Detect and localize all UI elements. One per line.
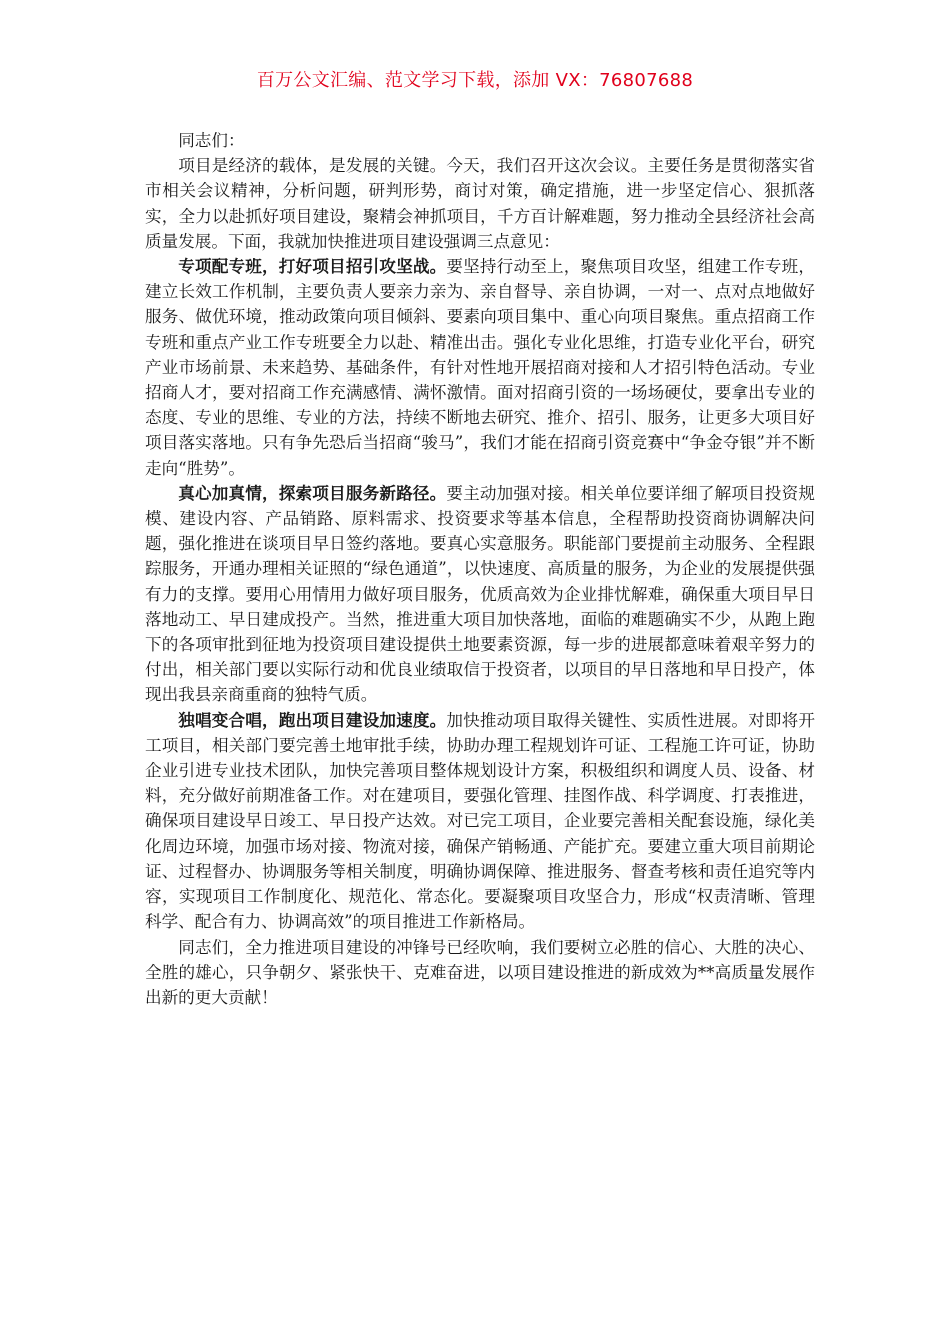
speech-body (145, 128, 815, 1010)
greeting: 同志们： (178, 131, 245, 150)
section-heading-1: 专项配专班，打好项目招引攻坚战。 (178, 256, 447, 277)
section-paragraph-3 (145, 708, 815, 935)
watermark-header: 百万公文汇编、范文学习下载，添加 VX：76807688 (256, 70, 694, 91)
section-heading-3: 独唱变合唱，跑出项目建设加速度。 (178, 709, 447, 730)
section-paragraph-2 (145, 481, 815, 708)
section-text-2: 要主动加强对接。相关单位要详细了解项目投资规模、建设内容、产品销路、原料需求、投资要求等基本信息，全程帮助投资商协调解决问题，强化推进在谈项目早日签约落地。要真心实意服务。职能部门要提前主动服务、全程跟踪服务，开通办理相关证照的“绿色通道”，以快速度、高质量的服务，为企业的发展提供强有力的支撑。要用心用情用力做好项目服务，优质高效为企业排忧解难，确保重大项目早日落地动工、早日建成投产。当然，推进重大项目加快落地，面临的难题确实不少，从跑上跑下的各项审批到征地为投资项目建设提供土地要素资源，每一步的进展都意味着艰辛努力的付出，相关部门要以实际行动和优良业绩取信于投资者，以项目的早日落地和早日投产，体现出我县亲商重商的独特气质。 (145, 483, 815, 705)
section-heading-2: 真心加真情，探索项目服务新路径。 (178, 482, 447, 503)
section-text-3: 加快推动项目取得关键性、实质性进展。对即将开工项目，相关部门要完善土地审批手续，协助办理工程规划许可证、工程施工许可证，协助企业引进专业技术团队，加快完善项目整体规划设计方案，积极组织和调度人员、设备、材料，充分做好前期准备工作。对在建项目，要强化管理、挂图作战、科学调度、打表推进，确保项目建设早日竣工、早日投产达效。对已完工项目，企业要完善相关配套设施，绿化美化周边环境，加强市场对接、物流对接，确保产销畅通、产能扩充。要建立重大项目前期论证、过程督办、协调服务等相关制度，明确协调保障、推进服务、督查考核和责任追究等内容，实现项目工作制度化、规范化、常态化。要凝聚项目攻坚合力，形成“权责清晰、管理科学、配合有力、协调高效”的项目推进工作新格局。 (145, 710, 815, 932)
intro-paragraph: 项目是经济的载体，是发展的关键。今天，我们召开这次会议。主要任务是贯彻落实省市相关会议精神，分析问题，研判形势，商讨对策，确定措施，进一步坚定信心、狠抓落实，全力以赴抓好项目建设，聚精会神抓项目，千方百计解难题，努力推动全县经济社会高质量发展。下面，我就加快推进项目建设强调三点意见： (145, 156, 815, 251)
closing-paragraph: 同志们，全力推进项目建设的冲锋号已经吹响，我们要树立必胜的信心、大胜的决心、全胜的雄心，只争朝夕、紧张快干、克难奋进，以项目建设推进的新成效为**高质量发展作出新的更大贡献！ (145, 937, 815, 1007)
section-text-1: 要坚持行动至上，聚焦项目攻坚，组建工作专班，建立长效工作机制，主要负责人要亲力亲为、亲自督导、亲自协调，一对一、点对点地做好服务、做优环境，推动政策向项目倾斜、要素向项目集中、重心向项目聚焦。重点招商工作专班和重点产业工作专班要全力以赴、精准出击。强化专业化思维，打造专业化平台，研究产业市场前景、未来趋势、基础条件，有针对性地开展招商对接和人才招引特色活动。专业招商人才，要对招商工作充满感情、满怀激情。面对招商引资的一场场硬仗，要拿出专业的态度、专业的思维、专业的方法，持续不断地去研究、推介、招引、服务，让更多大项目好项目落实落地。只有争先恐后当招商“骏马”，我们才能在招商引资竞赛中“争金夺银”并不断走向“胜势”。 (145, 257, 815, 478)
section-paragraph-1 (145, 254, 815, 481)
